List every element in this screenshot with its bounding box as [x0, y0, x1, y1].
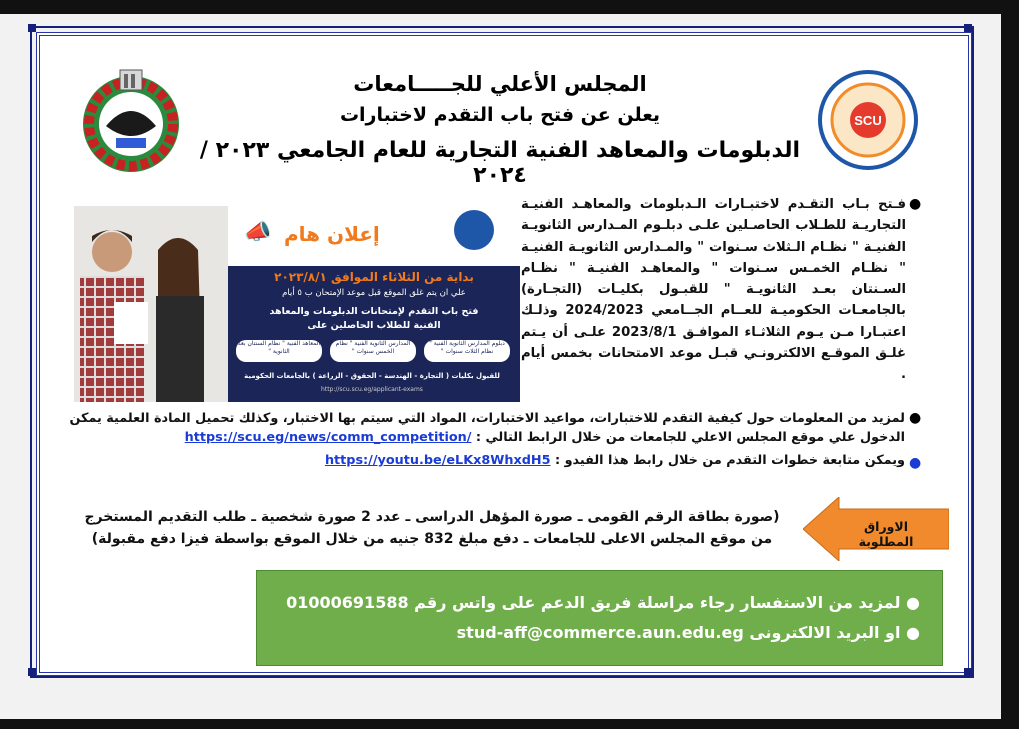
- video-link[interactable]: https://youtu.be/eLKx8WhxdH5: [324, 453, 551, 468]
- requirements-text: (صورة بطاقة الرقم القومى ـ صورة المؤهل الدراسى ـ عدد 2 صورة شخصية ـ طلب التقديم المستخرج من موقع المجلس الاعلى للجامعات ـ دفع مبلغ 832 جنيه من خلال الموقع بواسطة فيزا دفع مقبولة): [84, 509, 780, 547]
- corner-ornament: [28, 668, 36, 676]
- info-paragraph: [60, 409, 905, 447]
- header-subtitle: يعلن عن فتح باب التقدم لاختبارات: [339, 104, 661, 126]
- contact-line-email: ● او البريد الالكترونى stud-aff@commerce.aun.edu.eg: [456, 623, 920, 642]
- info-text: لمزيد من المعلومات حول كيفية التقدم للاختبارات، مواعيد الاختبارات، المواد التي سيتم بها الاختبار، وكذلك تحميل المادة العلمية يمكن الدخول علي موقع المجلس الاعلي للجامعات من خلال الرابط التالي :: [69, 411, 905, 445]
- corner-ornament: [964, 668, 972, 676]
- requirements-label: الاوراق المطلوبة: [858, 519, 914, 549]
- ad-box: دبلوم المدارس الثانوية الفنية " نظام الثلاث سنوات ": [424, 340, 510, 362]
- scu-logo-text: SCU: [854, 113, 882, 128]
- scu-logo: [818, 70, 918, 170]
- contact-line-whatsapp: ● لمزيد من الاستفسار رجاء مراسلة فريق الدعم على واتس رقم 01000691588: [286, 593, 920, 612]
- university-logo: [76, 66, 186, 174]
- corner-ornament: [28, 24, 36, 32]
- ad-date: بداية من الثلاثاء الموافق ٢٠٢٣/٨/١: [274, 270, 474, 284]
- students-photo: [74, 206, 228, 402]
- ad-box: المعاهد الفنية " نظام السنتان بعد الثانوية ": [236, 340, 322, 362]
- ad-open-line1: فتح باب التقدم لإمتحانات الدبلومات والمعاهد: [269, 306, 479, 317]
- contact-box: [256, 570, 943, 666]
- scu-competition-link[interactable]: https://scu.eg/news/comm_competition/: [184, 430, 472, 445]
- header-title: المجلس الأعلي للجـــــامعات: [353, 72, 647, 96]
- header-subtitle-year: الدبلومات والمعاهد الفنية التجارية للعام الجامعي ٢٠٢٣ / ٢٠٢٤: [199, 138, 801, 188]
- corner-ornament: [964, 24, 972, 32]
- bullet-icon: ●: [909, 410, 922, 426]
- bullet-icon: ●: [909, 455, 922, 471]
- video-paragraph: [250, 453, 905, 468]
- announcement-paragraph: فـتح بـاب التقـدم لاختبـارات الـدبلومات والمعاهـد الفنيـة التجاريـة للطـلاب الحاصـلين علـى دبلـوم المـدارس الثانويـة الفنيـة " نظـام الـثلاث سـنوات " والمـدارس الثانويـة الفنيـة " نظـام الخمـس سـنوات " والمعاهـد الفنيـة " نظـام السـنتان بعـد الثانويـة " للقبـول بكليـات (التجـارة) بالجامعـات الحكوميـة للعــام الجــامعي 2024/2023 وذلـك اعتبـارا مـن يـوم الثلاثـاء الموافـق 2023/8/1 علـى أن يـتم غلـق الموقـع الالكترونـي قبـل موعد الامتحانات بخمس أيام .: [521, 197, 907, 383]
- megaphone-icon: 📣: [244, 220, 272, 245]
- ad-footer: للقبول بكليات ( التجارة - الهندسة - الحقوق - الزراعة ) بالجامعات الحكومية: [244, 372, 500, 380]
- ad-open-line2: الفنية للطلاب الحاصلين على: [307, 320, 441, 331]
- ad-title: إعلان هام: [284, 222, 380, 246]
- video-text: ويمكن متابعة خطوات التقدم من خلال رابط هذا الفيدو :: [555, 453, 905, 468]
- ad-box: المدارس الثانوية الفنية " نظام الخمس سنوات ": [330, 340, 416, 362]
- bullet-icon: ●: [909, 196, 922, 212]
- ad-url: http://scu.scu.eg/applicant-exams: [321, 386, 423, 393]
- announcement-image: [74, 206, 520, 402]
- ad-subline: علي ان يتم غلق الموقع قبل موعد الإمتحان ب ٥ أيام: [282, 288, 466, 298]
- scu-small-logo: [454, 210, 494, 250]
